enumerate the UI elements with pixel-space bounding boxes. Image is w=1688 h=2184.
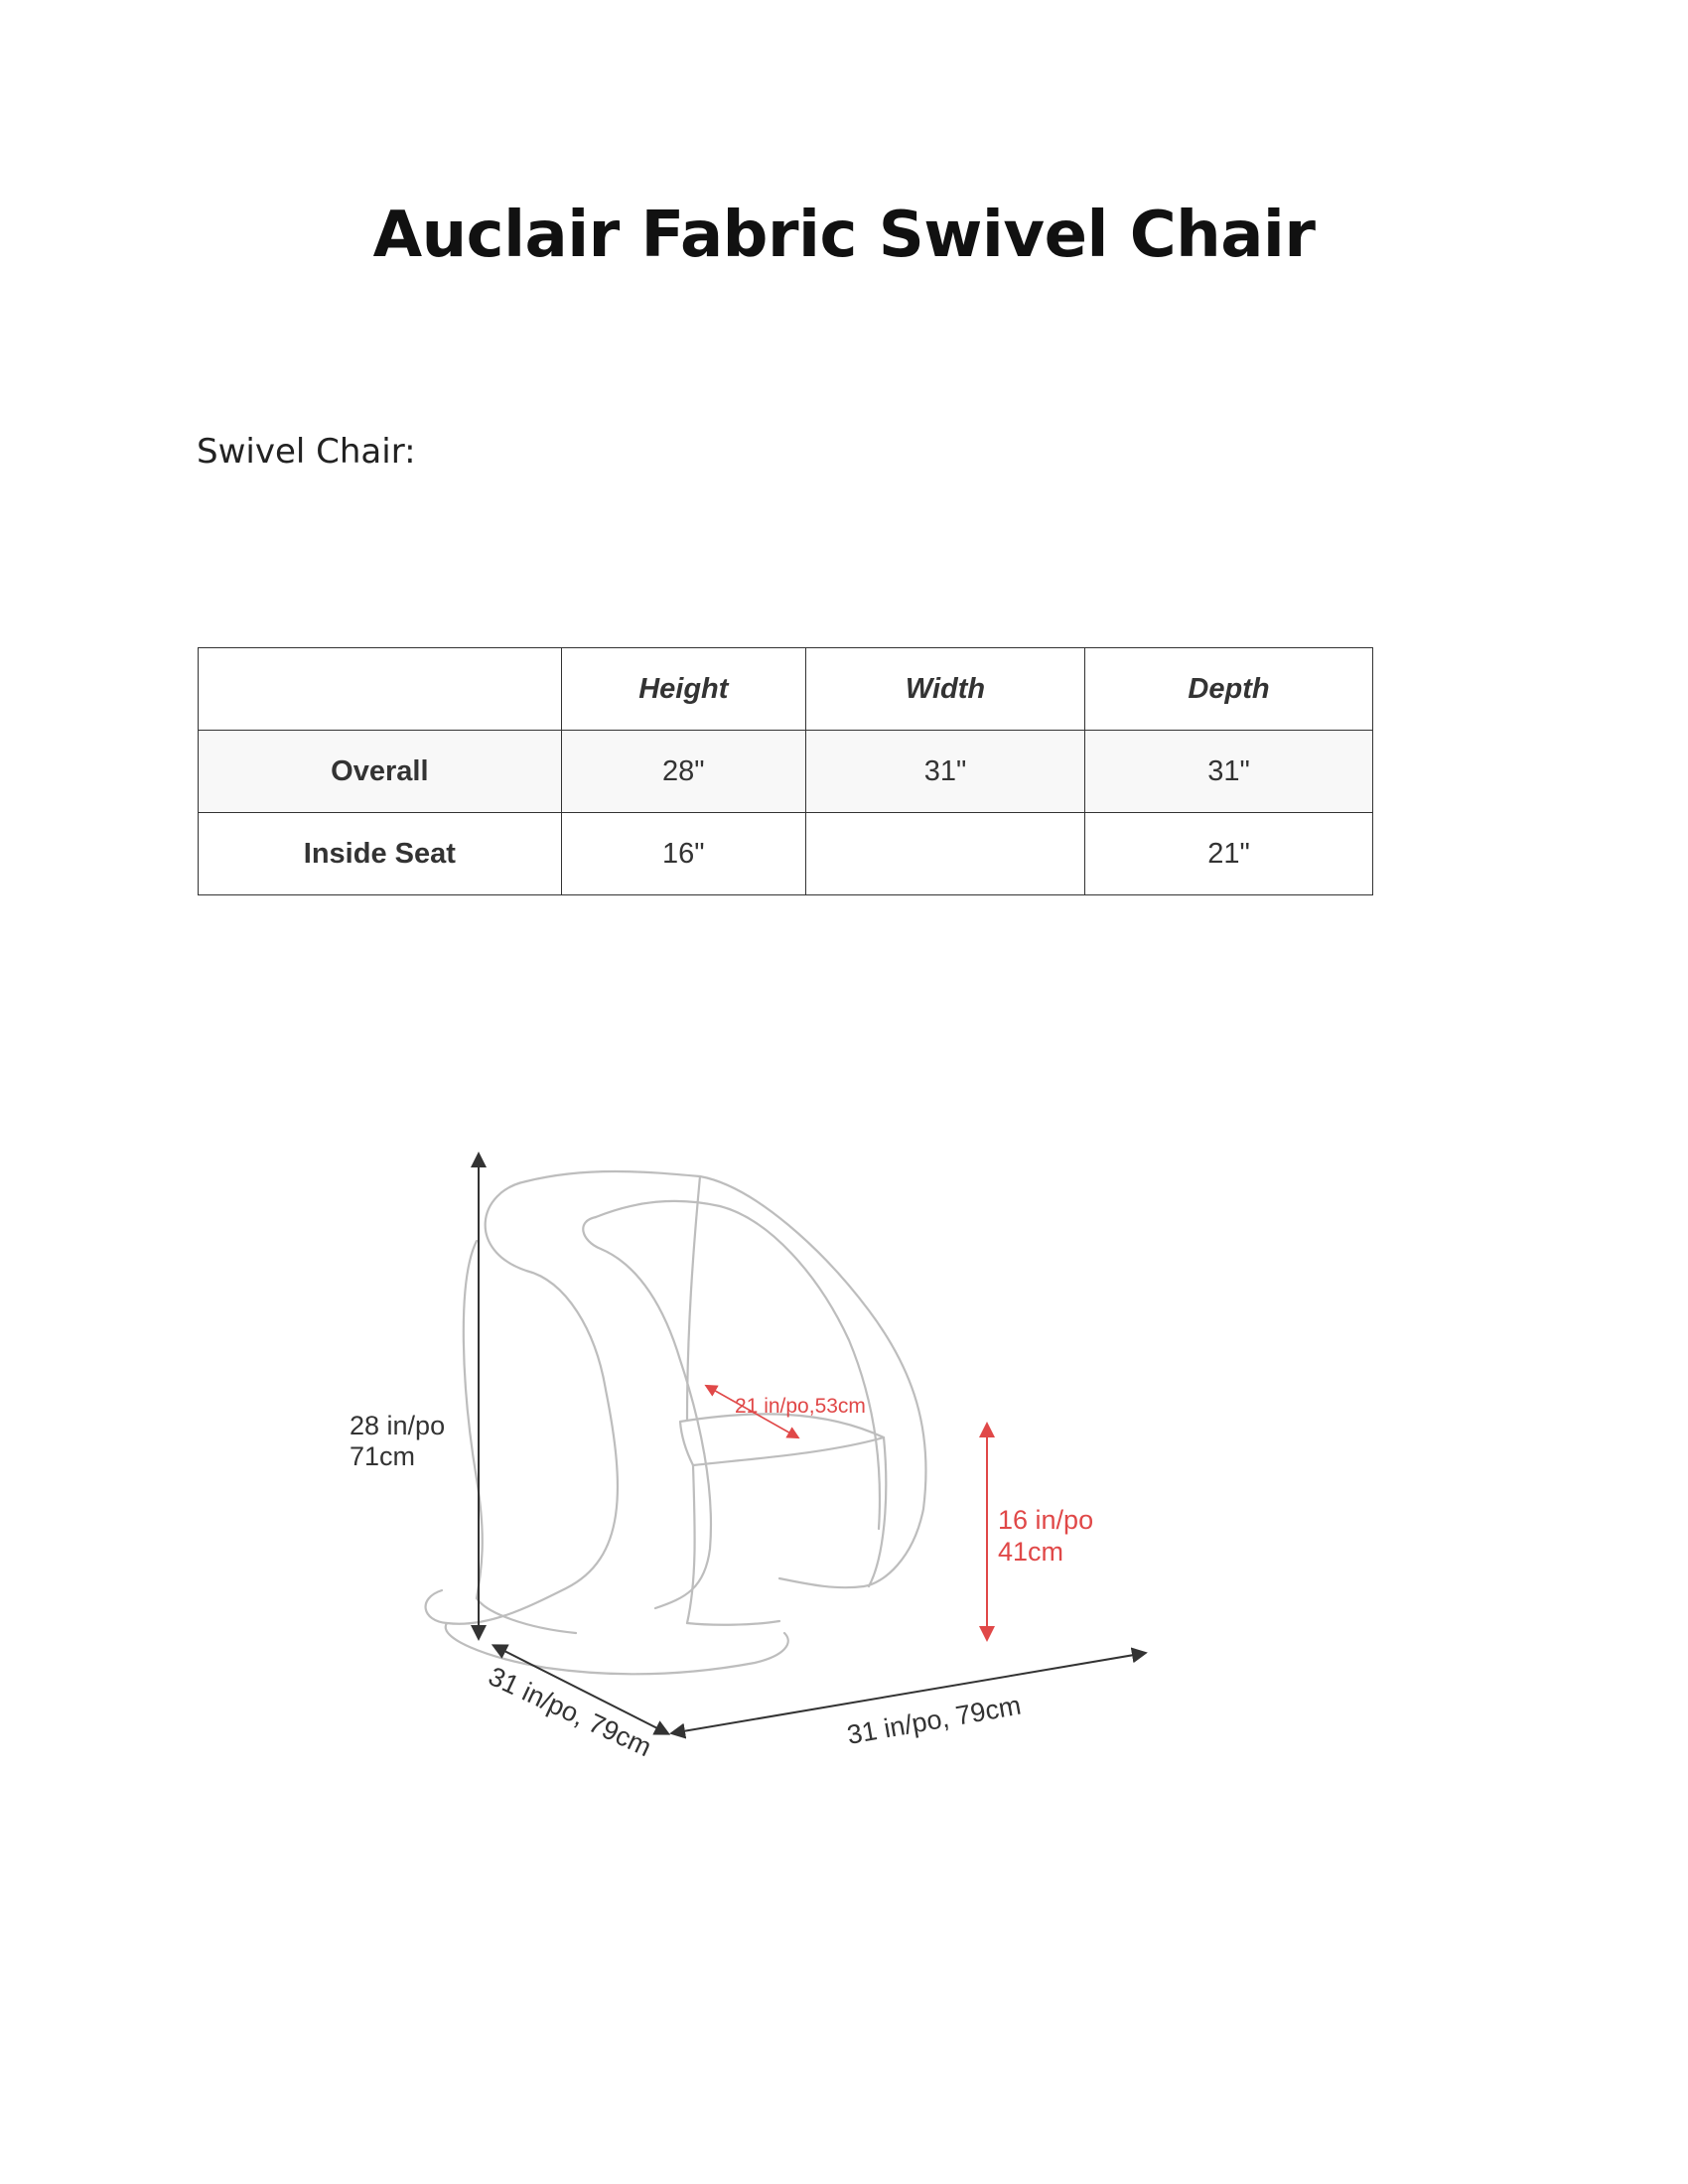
depth-label: 31 in/po, 79cm: [484, 1661, 656, 1763]
seat-depth-dimension: [710, 1388, 866, 1435]
cell-seat-depth: 21": [1084, 813, 1372, 895]
row-label-inside-seat: Inside Seat: [199, 813, 562, 895]
table-row: [199, 731, 1373, 813]
cell-overall-depth: 31": [1084, 731, 1372, 813]
cell-seat-height: 16": [561, 813, 805, 895]
table-header-row: [199, 648, 1373, 731]
table-header-depth: Depth: [1084, 648, 1372, 731]
seat-height-dimension: [987, 1430, 1093, 1634]
chair-dimension-diagram: [328, 1132, 1340, 1787]
cell-overall-height: 28": [561, 731, 805, 813]
row-label-overall: Overall: [199, 731, 562, 813]
cell-seat-width: [805, 813, 1084, 895]
table-header-empty: [199, 648, 562, 731]
width-dimension: [677, 1654, 1140, 1750]
overall-height-label-2: 71cm: [350, 1441, 416, 1471]
seat-height-label-1: 16 in/po: [998, 1505, 1094, 1535]
width-label: 31 in/po, 79cm: [844, 1690, 1024, 1750]
overall-height-dimension: [350, 1160, 479, 1633]
seat-height-label-2: 41cm: [998, 1537, 1064, 1567]
overall-height-label-1: 28 in/po: [350, 1411, 446, 1440]
depth-dimension: [484, 1648, 663, 1762]
section-subtitle: Swivel Chair:: [197, 432, 416, 472]
dimensions-table: [198, 647, 1373, 895]
cell-overall-width: 31": [805, 731, 1084, 813]
table-header-width: Width: [805, 648, 1084, 731]
table-row: [199, 813, 1373, 895]
table-header-height: Height: [561, 648, 805, 731]
seat-depth-label: 21 in/po,53cm: [735, 1395, 866, 1418]
page-title: Auclair Fabric Swivel Chair: [372, 199, 1316, 272]
chair-outline: [426, 1171, 926, 1674]
